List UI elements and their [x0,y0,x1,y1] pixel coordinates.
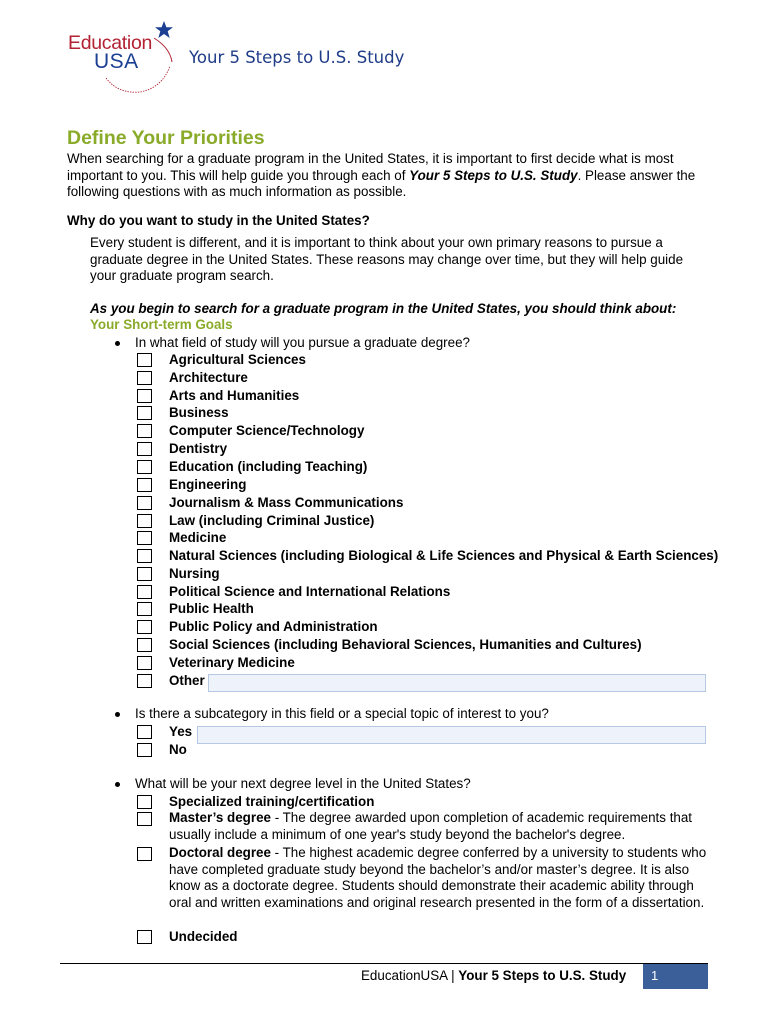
checkbox[interactable] [137,424,152,438]
checkbox[interactable] [137,353,152,367]
field-option[interactable] [137,529,737,546]
checkbox[interactable] [137,795,152,809]
checkbox[interactable] [137,496,152,510]
question-heading: Why do you want to study in the United States? [67,213,370,228]
page-number: 1 [651,968,659,983]
field-option[interactable] [137,547,737,564]
field-option[interactable] [137,404,737,421]
field-option-label: Public Policy and Administration [169,619,378,634]
field-option[interactable] [137,636,737,653]
header-title: Your 5 Steps to U.S. Study [189,48,405,67]
degree-option-masters[interactable] [137,810,157,827]
checkbox[interactable] [137,585,152,599]
field-option-label: Veterinary Medicine [169,655,295,670]
checkbox[interactable] [137,389,152,403]
checkbox[interactable] [137,371,152,385]
question-subcategory: Is there a subcategory in this field or a special topic of interest to you? [135,706,549,721]
field-option-label: Public Health [169,601,254,616]
doctoral-label: Doctoral degree [169,845,271,860]
field-option-label: Agricultural Sciences [169,352,306,367]
field-option-label: Political Science and International Relations [169,584,451,599]
masters-text: - The degree awarded upon completion of academic requirements that usually include a minimum of one year's study beyond the bachelor's degree. [169,810,693,842]
checkbox[interactable] [137,656,152,670]
logo-text-education: Education [68,32,153,54]
degree-option-undecided[interactable] [137,928,737,945]
reasons-paragraph: Every student is different, and it is important to think about your own primary reasons to pursue a graduate degree in the United States. These reasons may change over time, but they will help guide your graduate program search. [90,235,684,284]
footer-text [361,968,626,984]
degree-option-doctoral[interactable] [137,845,157,862]
field-option[interactable] [137,565,737,582]
field-option[interactable] [137,512,737,529]
field-option-label: Nursing [169,566,220,581]
checkbox[interactable] [137,638,152,652]
think-heading: As you begin to search for a graduate program in the United States, you should think about: [90,301,677,316]
checkbox[interactable] [137,602,152,616]
intro-text: When searching for a graduate program in the United States, it is important to first decide what is most important to you. This will help guide you through each of [67,151,674,183]
field-option-label: Education (including Teaching) [169,459,368,474]
checkbox[interactable] [137,725,152,739]
checkbox[interactable] [137,930,152,944]
field-option[interactable] [137,618,737,635]
field-option[interactable] [137,600,737,617]
checkbox[interactable] [137,460,152,474]
field-option[interactable] [137,476,737,493]
field-option[interactable] [137,458,737,475]
masters-description [169,810,709,843]
field-option[interactable] [137,351,737,368]
field-option-label: Business [169,405,229,420]
field-option-label: Law (including Criminal Justice) [169,513,375,528]
checkbox[interactable] [137,567,152,581]
field-option-label: Medicine [169,530,227,545]
field-option-label: Engineering [169,477,247,492]
field-option-label: Social Sciences (including Behavioral Sciences, Humanities and Cultures) [169,637,642,652]
degree-option-specialized[interactable] [137,793,737,810]
footer-separator: | [447,968,459,983]
field-option[interactable] [137,387,737,404]
field-option-label: Journalism & Mass Communications [169,495,404,510]
checkbox[interactable] [137,549,152,563]
bullet-marker [114,711,122,719]
goals-heading: Your Short-term Goals [90,317,233,332]
degree-option-label: Specialized training/certification [169,794,375,809]
checkbox[interactable] [137,514,152,528]
checkbox[interactable] [137,406,152,420]
intro-text-end: . Please answer the following questions with as much information as possible. [67,167,696,200]
educationusa-logo [64,20,174,96]
footer-divider [60,963,708,964]
field-option[interactable] [137,369,737,386]
checkbox[interactable] [137,674,152,688]
intro-emphasis: Your 5 Steps to U.S. Study [409,167,578,183]
footer-org: EducationUSA [361,968,448,983]
field-option[interactable] [137,440,737,457]
question-degree-level: What will be your next degree level in the United States? [135,776,471,791]
page-header [60,18,700,96]
checkbox[interactable] [137,620,152,634]
field-option-label: Natural Sciences (including Biological & Life Sciences and Physical & Earth Sciences) [169,548,719,563]
logo-text-usa: USA [94,50,139,73]
checkbox[interactable] [137,743,152,757]
degree-option-label: Undecided [169,929,238,944]
intro-paragraph [67,151,707,201]
checkbox[interactable] [137,847,152,861]
checkbox[interactable] [137,478,152,492]
page-title: Define Your Priorities [67,127,265,149]
field-option[interactable] [137,654,737,671]
bullet-marker [114,340,122,348]
question-field: In what field of study will you pursue a graduate degree? [135,335,470,350]
field-option[interactable] [137,583,737,600]
field-option[interactable] [137,494,737,511]
doctoral-text: - The highest academic degree conferred by a university to students who have completed graduate study beyond the bachelor’s and/or master’s degree. It is also know as a doctorate degree. Students should demonstrate their academic ability through oral and written examinations and original research presented in the form of a dissertation. [169,845,707,910]
checkbox[interactable] [137,531,152,545]
subcategory-option-no[interactable] [137,741,737,758]
field-option-label: Arts and Humanities [169,388,300,403]
doctoral-description [169,845,709,911]
field-option-label: Architecture [169,370,248,385]
other-field-input[interactable] [208,674,706,692]
checkbox[interactable] [137,812,152,826]
field-option-label: Dentistry [169,441,228,456]
subcategory-option-label: No [169,742,187,757]
field-option[interactable] [137,422,737,439]
checkbox[interactable] [137,442,152,456]
field-option-label: Other [169,673,205,688]
masters-label: Master’s degree [169,810,271,825]
field-option-label: Computer Science/Technology [169,423,365,438]
bullet-marker [114,781,122,789]
subcategory-option-label: Yes [169,724,193,739]
footer-title: Your 5 Steps to U.S. Study [458,968,627,983]
